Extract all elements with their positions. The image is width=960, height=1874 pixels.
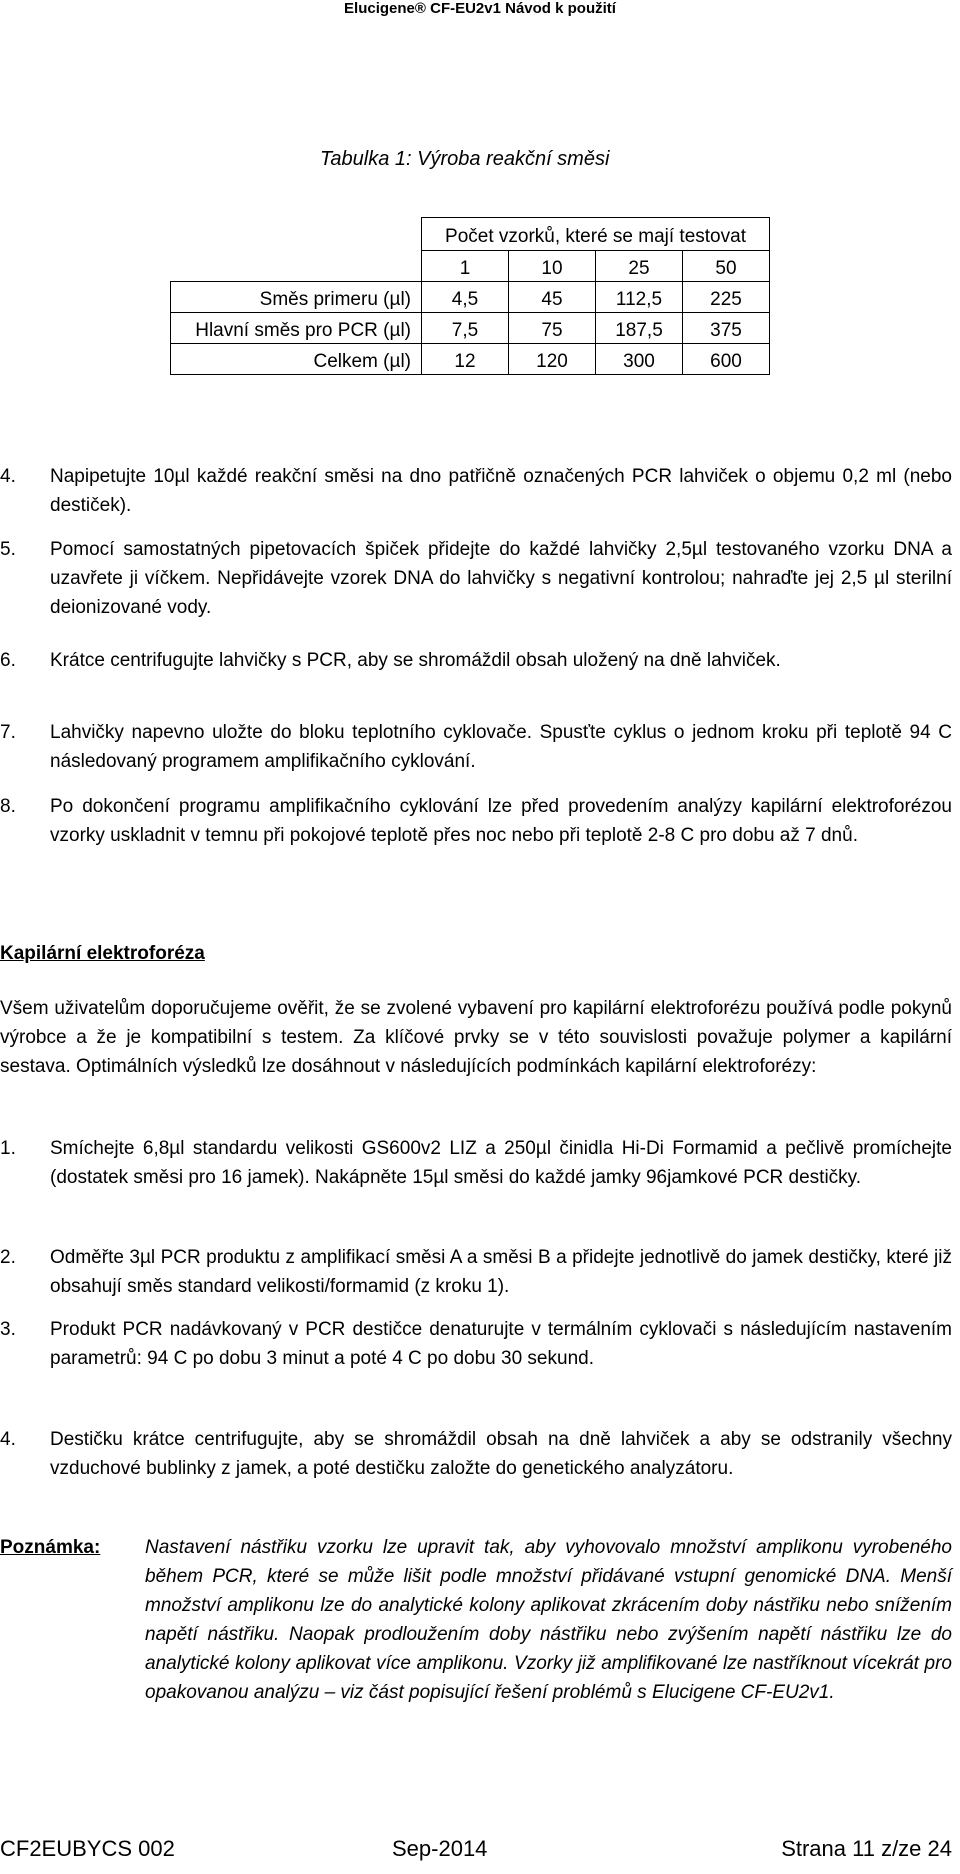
list-item — [0, 1243, 952, 1301]
step-text: Krátce centrifugujte lahvičky s PCR, aby se shromáždil obsah uložený na dně lahviček. — [50, 650, 781, 671]
table-cell: 187,5 — [596, 313, 683, 344]
reaction-mix-table — [170, 217, 770, 375]
footer-doc-code: CF2EUBYCS 002 — [0, 1836, 175, 1861]
note-label: Poznámka: — [0, 1537, 101, 1558]
note-text: Nastavení nástřiku vzorku lze upravit tak, aby vyhovovalo množství amplikonu vyrobeného během PCR, které se může lišit podle množství přidávané vstupní genomické DNA. Menší množství amplikonu lze do analytické kolony aplikovat zkrácením doby nástřiku nebo snížením napětí nástřiku. Naopak prodloužením doby nástřiku nebo zvýšením napětí nástřiku lze do analytické kolony aplikovat více amplikonu. Vzorky již amplifikované lze nastříknout vícekrát pro opakovanou analýzu – viz část popisující řešení problémů s Elucigene CF-EU2v1. — [145, 1537, 952, 1703]
step-text: Smíchejte 6,8µl standardu velikosti GS600v2 LIZ a 250µl činidla Hi-Di Formamid a pečlivě promíchejte (dostatek směsi pro 16 jamek). Nakápněte 15µl směsi do každé jamky 96jamkové PCR destičky. — [50, 1138, 952, 1188]
step-number: 1. — [0, 1138, 16, 1159]
table-cell: 600 — [683, 344, 770, 375]
footer-date: Sep-2014 — [392, 1836, 488, 1861]
step-text: Destičku krátce centrifugujte, aby se shromáždil obsah na dně lahviček a aby se odstranily všechny vzduchové bublinky z jamek, a poté destičku založte do genetického analyzátoru. — [50, 1429, 952, 1479]
list-item — [0, 462, 952, 520]
row-label: Hlavní směs pro PCR (µl) — [171, 313, 422, 344]
list-item — [0, 1425, 952, 1483]
table-row — [171, 218, 770, 251]
col-group-header: Počet vzorků, které se mají testovat — [422, 218, 770, 251]
col-header: 25 — [596, 251, 683, 282]
step-number: 7. — [0, 722, 16, 743]
table-cell: 75 — [509, 313, 596, 344]
step-number: 2. — [0, 1247, 16, 1268]
step-text: Pomocí samostatných pipetovacích špiček přidejte do každé lahvičky 2,5µl testovaného vzorku DNA a uzavřete ji víčkem. Nepřidávejte vzorek DNA do lahvičky s negativní kontrolou; nahraďte jej 2,5 µl sterilní deionizované vody. — [50, 539, 952, 618]
col-header: 1 — [422, 251, 509, 282]
step-number: 8. — [0, 796, 16, 817]
table-caption: Tabulka 1: Výroba reakční směsi — [320, 148, 610, 170]
row-label: Celkem (µl) — [171, 344, 422, 375]
table-cell: 375 — [683, 313, 770, 344]
step-text: Po dokončení programu amplifikačního cyklování lze před provedením analýzy kapilární elektroforézou vzorky uskladnit v temnu při pokojové teplotě přes noc nebo při teplotě 2-8 C pro dobu až 7 dnů. — [50, 796, 952, 846]
section-intro: Všem uživatelům doporučujeme ověřit, že se zvolené vybavení pro kapilární elektroforézu používá podle pokynů výrobce a že je kompatibilní s testem. Za klíčové prvky se v této souvislosti považuje polymer a kapilární sestava. Optimálních výsledků lze dosáhnout v následujících podmínkách kapilární elektroforézy: — [0, 998, 952, 1077]
table-cell: 112,5 — [596, 282, 683, 313]
document-header: Elucigene® CF-EU2v1 Návod k použití — [344, 0, 616, 17]
step-text: Napipetujte 10µl každé reakční směsi na dno patřičně označených PCR lahviček o objemu 0,2 ml (nebo destiček). — [50, 466, 952, 516]
step-text: Produkt PCR nadávkovaný v PCR destičce denaturujte v termálním cyklovači s následujícím nastavením parametrů: 94 C po dobu 3 minut a poté 4 C po dobu 30 sekund. — [50, 1319, 952, 1369]
table-cell: 4,5 — [422, 282, 509, 313]
col-header: 10 — [509, 251, 596, 282]
table-cell: 12 — [422, 344, 509, 375]
list-item — [0, 1134, 952, 1192]
step-text: Odměřte 3µl PCR produktu z amplifikací směsi A a směsi B a přidejte jednotlivě do jamek destičky, které již obsahují směs standard velikosti/formamid (z kroku 1). — [50, 1247, 952, 1297]
step-number: 4. — [0, 466, 16, 487]
footer-page-number: Strana 11 z/ze 24 — [781, 1836, 952, 1861]
note — [0, 1533, 952, 1707]
step-text: Lahvičky napevno uložte do bloku teplotního cyklovače. Spusťte cyklus o jednom kroku při teplotě 94 C následovaný programem amplifikačního cyklování. — [50, 722, 952, 772]
table-cell: 120 — [509, 344, 596, 375]
table-row — [171, 282, 770, 313]
list-item — [0, 535, 952, 622]
list-item — [0, 718, 952, 776]
table-row — [171, 313, 770, 344]
table-row — [171, 344, 770, 375]
table-cell: 7,5 — [422, 313, 509, 344]
table-cell: 225 — [683, 282, 770, 313]
row-label: Směs primeru (µl) — [171, 282, 422, 313]
table-cell: 300 — [596, 344, 683, 375]
list-item — [0, 792, 952, 850]
list-item — [0, 1315, 952, 1373]
step-number: 5. — [0, 539, 16, 560]
step-number: 4. — [0, 1429, 16, 1450]
list-item — [0, 646, 952, 675]
step-number: 6. — [0, 650, 16, 671]
step-number: 3. — [0, 1319, 16, 1340]
section-title: Kapilární elektroforéza — [0, 943, 205, 964]
table-row — [171, 251, 770, 282]
col-header: 50 — [683, 251, 770, 282]
table-cell: 45 — [509, 282, 596, 313]
